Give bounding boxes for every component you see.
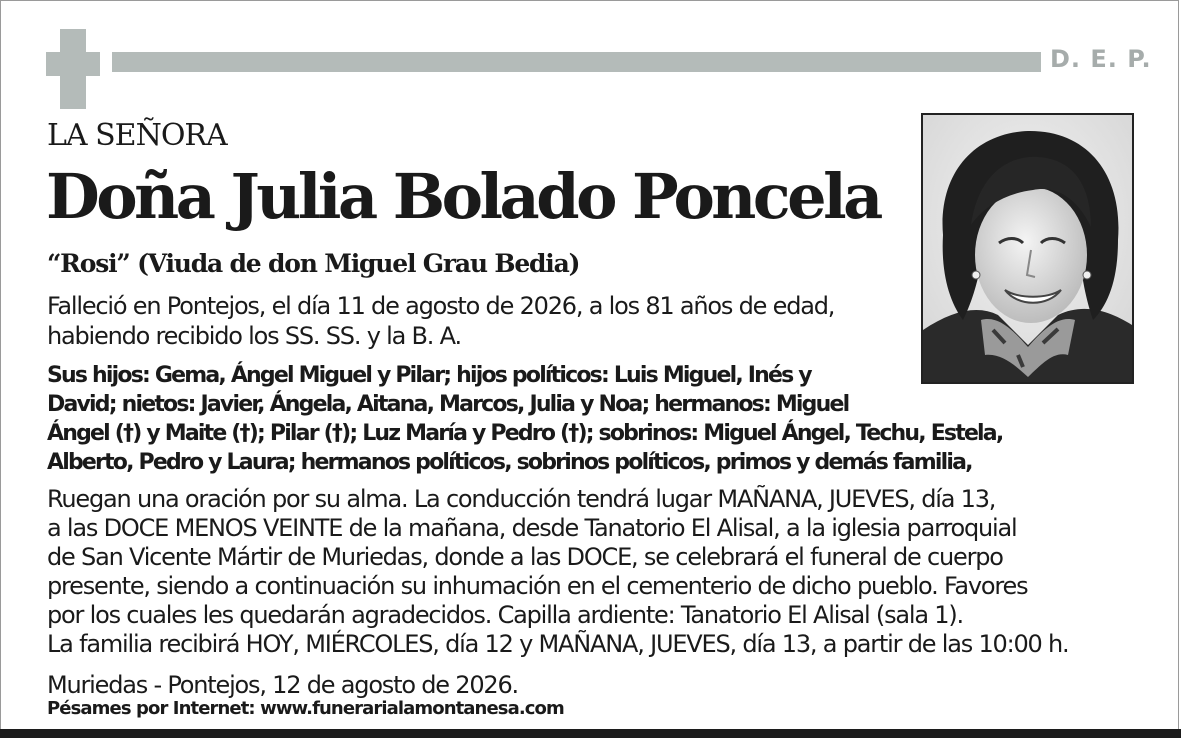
funeral-line: por los cuales les quedarán agradecidos. Capilla ardiente: Tanatorio El Alisal (sala 1). — [47, 601, 963, 629]
funeral-line: La familia recibirá HOY, MIÉRCOLES, día 12 y MAÑANA, JUEVES, día 13, a partir de las 10:00 h. — [47, 630, 1069, 658]
portrait-photo — [921, 113, 1134, 384]
funeral-line: Ruegan una oración por su alma. La conducción tendrá lugar MAÑANA, JUEVES, día 13, — [47, 485, 996, 513]
nickname-line: “Rosi” (Viuda de don Miguel Grau Bedia) — [47, 249, 580, 278]
funeral-line: de San Vicente Mártir de Muriedas, donde a las DOCE, se celebrará el funeral de cuerpo — [47, 543, 1003, 571]
funeral-line: presente, siendo a continuación su inhumación en el cementerio de dicho pueblo. Favores — [47, 572, 1028, 600]
death-paragraph — [47, 291, 834, 351]
header-bar — [112, 52, 1041, 72]
title-label: LA SEÑORA — [47, 118, 227, 153]
cross-icon-arm — [46, 52, 100, 76]
funeral-line: a las DOCE MENOS VEINTE de la mañana, desde Tanatorio El Alisal, a la iglesia parroquial — [47, 514, 1017, 542]
bottom-rule — [0, 729, 1181, 738]
place-date: Muriedas - Pontejos, 12 de agosto de 2026. — [47, 671, 518, 699]
funeral-paragraph — [47, 485, 1068, 659]
death-line: habiendo recibido los SS. SS. y la B. A. — [47, 322, 461, 350]
deceased-name: Doña Julia Bolado Poncela — [46, 160, 880, 233]
condolences-line: Pésames por Internet: www.funerarialamontanesa.com — [47, 698, 564, 719]
family-paragraph — [47, 361, 1002, 477]
dep-label: D. E. P. — [1050, 45, 1152, 73]
death-line: Falleció en Pontejos, el día 11 de agosto de 2026, a los 81 años de edad, — [47, 292, 835, 320]
family-line: Sus hijos: Gema, Ángel Miguel y Pilar; hijos políticos: Luis Miguel, Inés y — [47, 363, 811, 388]
family-line: Ángel (†) y Maite (†); Pilar (†); Luz María y Pedro (†); sobrinos: Miguel Ángel, Techu, Estela, — [47, 421, 1003, 446]
portrait-illustration — [923, 115, 1132, 382]
family-line: Alberto, Pedro y Laura; hermanos políticos, sobrinos políticos, primos y demás familia, — [47, 450, 972, 475]
family-line: David; nietos: Javier, Ángela, Aitana, Marcos, Julia y Noa; hermanos: Miguel — [47, 392, 849, 417]
